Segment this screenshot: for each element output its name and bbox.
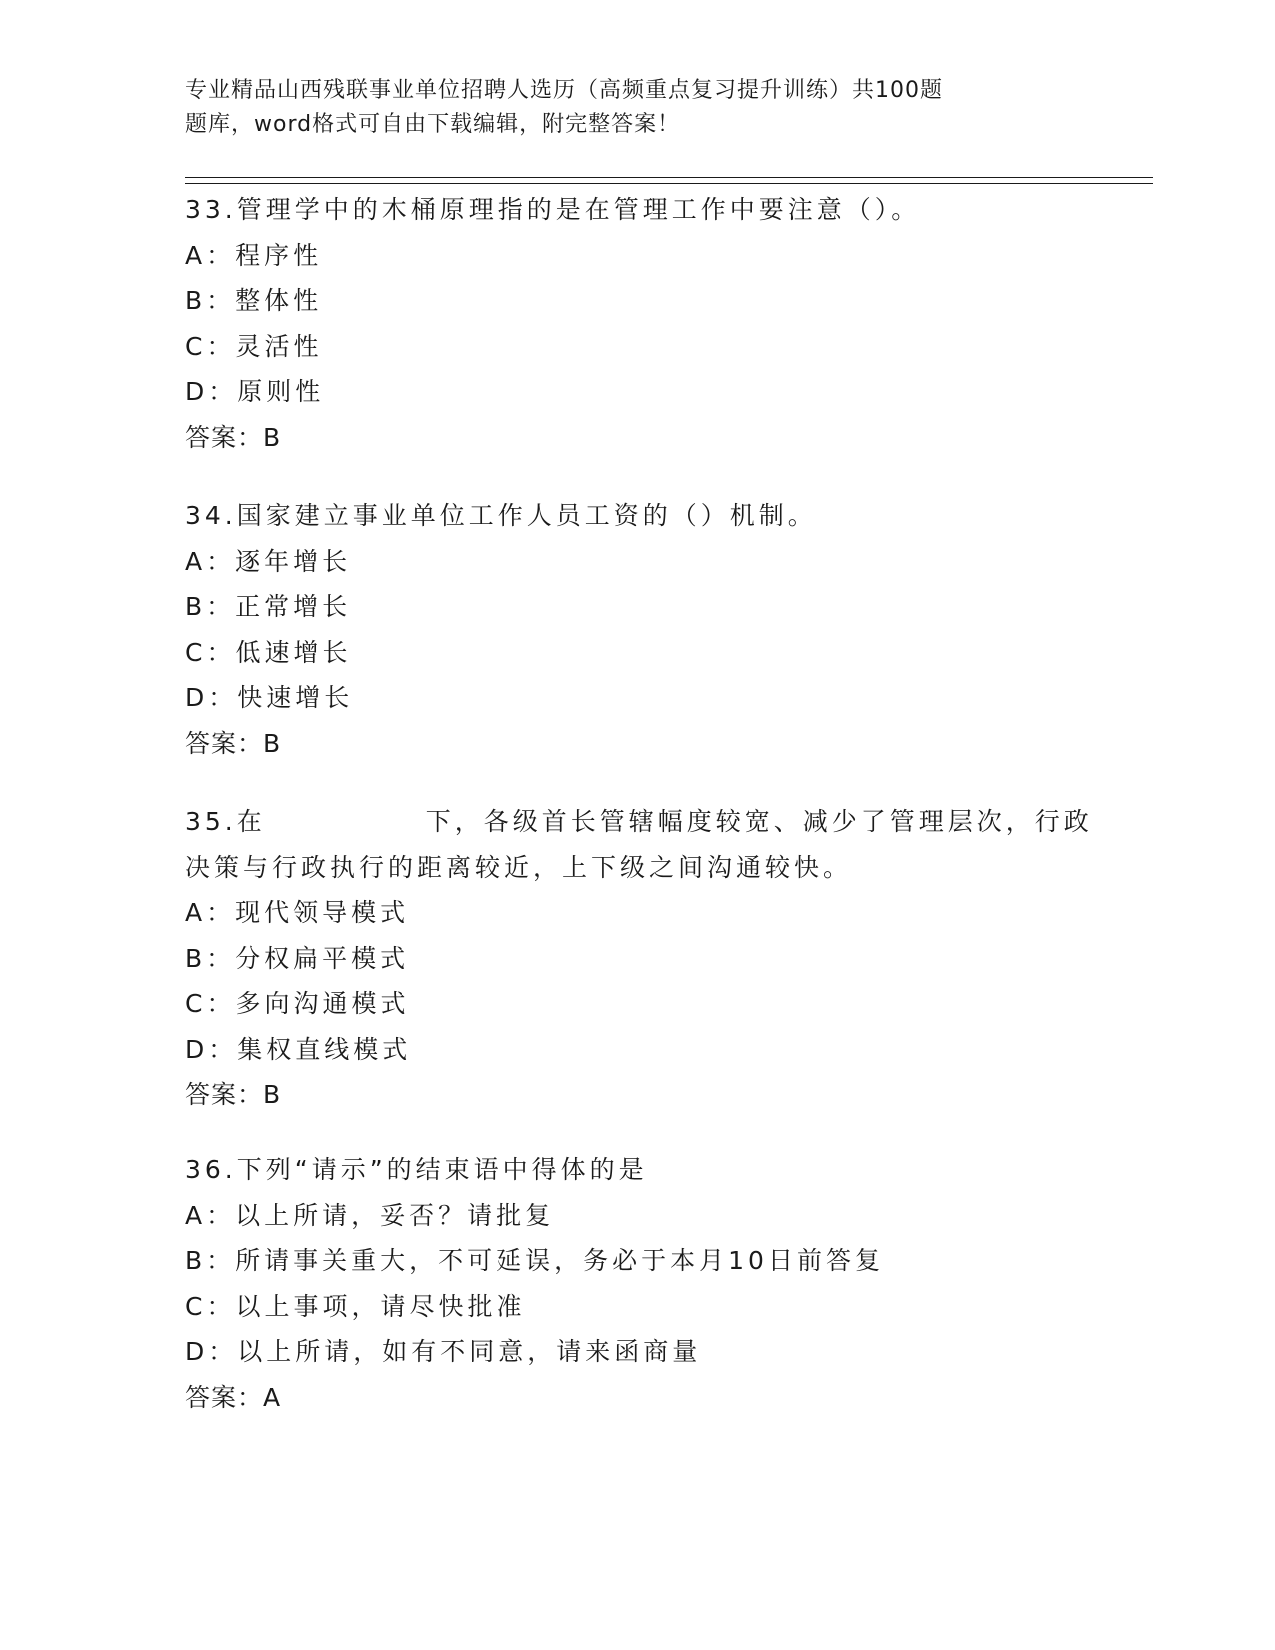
option-b: B：整体性 [185, 286, 323, 315]
stem-suffix: 下，各级首长管辖幅度较宽、减少了管理层次，行政 [425, 807, 1093, 836]
option-c: C：低速增长 [185, 637, 352, 667]
header-line-1: 专业精品山西残联事业单位招聘人选历（高频重点复习提升训练）共100题 [185, 78, 943, 103]
option-a: A：逐年增长 [185, 546, 352, 576]
option-d: D：以上所请，如有不同意，请来函商量 [185, 1337, 702, 1366]
question-stem: 34.国家建立事业单位工作人员工资的（）机制。 [185, 501, 817, 530]
option-b: B：分权扁平模式 [185, 943, 410, 973]
question-stem: 36.下列“请示”的结束语中得体的是 [185, 1155, 648, 1184]
answer: 答案：B [185, 728, 282, 758]
stem-prefix: 35.在 [185, 807, 266, 836]
option-c: C：多向沟通模式 [185, 989, 410, 1018]
option-d: D：集权直线模式 [185, 1034, 412, 1064]
question-35 [185, 799, 1093, 1118]
option-b: B：所请事关重大，不可延误，务必于本月10日前答复 [185, 1246, 884, 1275]
header-divider-bottom [185, 183, 1153, 184]
header-divider-top [185, 177, 1153, 178]
answer: 答案：A [185, 1382, 282, 1412]
header-line-2: 题库，word格式可自由下载编辑，附完整答案！ [185, 112, 681, 137]
option-d: D：快速增长 [185, 683, 354, 712]
answer: 答案：B [185, 1080, 282, 1109]
question-33 [185, 187, 1085, 460]
option-d: D：原则性 [185, 377, 325, 406]
option-a: A：程序性 [185, 240, 323, 270]
question-stem: 33.管理学中的木桶原理指的是在管理工作中要注意（）。 [185, 195, 921, 224]
option-c: C：以上事项，请尽快批准 [185, 1291, 526, 1321]
answer: 答案：B [185, 422, 282, 452]
question-34 [185, 493, 1085, 766]
question-stem-line-1 [185, 799, 1093, 845]
question-stem-line-2: 决策与行政执行的距离较近，上下级之间沟通较快。 [185, 852, 853, 882]
question-36 [185, 1147, 1085, 1420]
option-c: C：灵活性 [185, 331, 323, 361]
document-header [185, 74, 1005, 142]
option-b: B：正常增长 [185, 592, 352, 621]
option-a: A：现代领导模式 [185, 898, 410, 927]
option-a: A：以上所请，妥否？请批复 [185, 1200, 555, 1230]
